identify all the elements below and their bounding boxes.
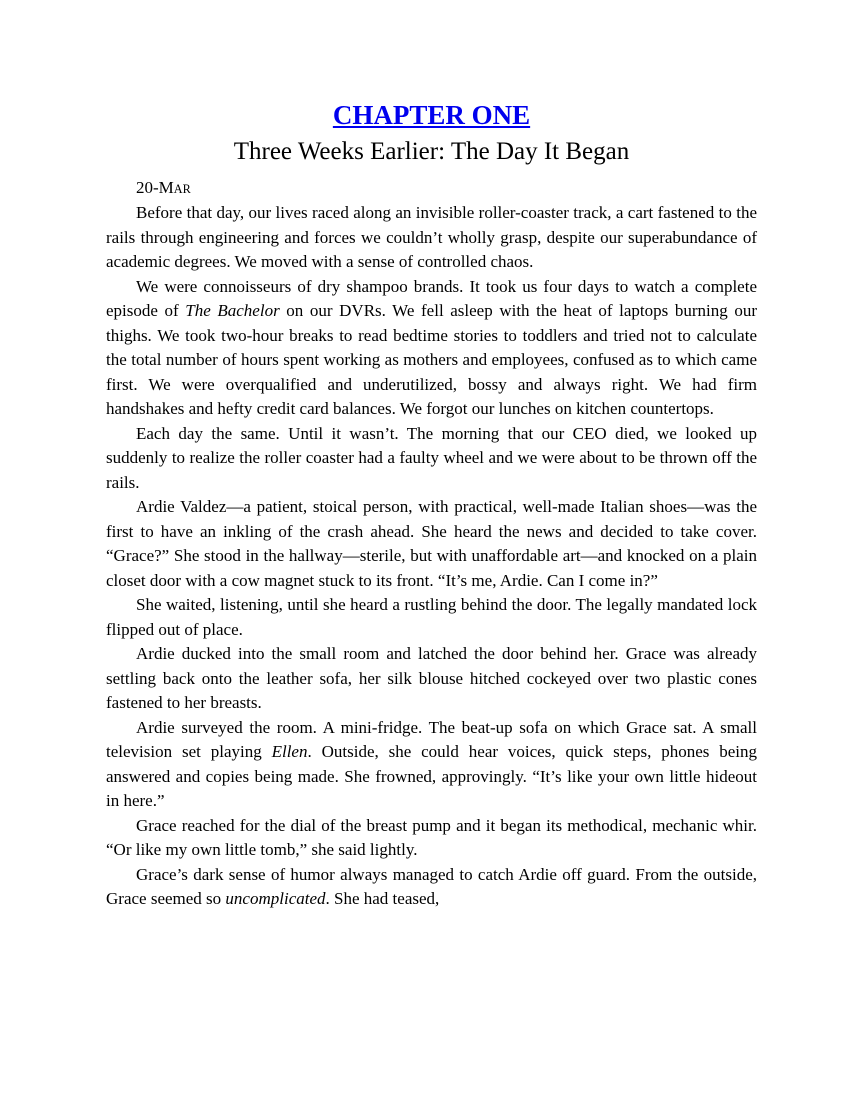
text-run: . She had teased,	[325, 889, 440, 909]
body-text	[106, 201, 757, 912]
text-run: Each day the same. Until it wasn’t. The morning that our CEO died, we looked up suddenly to realize the roller coaster had a faulty wheel and we were about to be thrown off the rails.	[106, 423, 757, 492]
date-heading-smallcaps: AR	[173, 181, 191, 196]
paragraph	[106, 642, 757, 716]
text-run: Grace’s dark sense of humor always managed to catch Ardie off guard. From the outside, Grace seemed so	[106, 864, 757, 909]
italic-text-run: Ellen	[271, 742, 308, 762]
text-run: We were connoisseurs of dry shampoo brands. It took us four days to watch a complete episode of	[106, 276, 757, 321]
date-heading-prefix: 20-M	[136, 177, 174, 197]
chapter-one-link[interactable]: CHAPTER ONE	[332, 100, 531, 130]
text-run: Grace reached for the dial of the breast pump and it began its methodical, mechanic whir. “Or like my own little tomb,” she said lightly.	[106, 815, 757, 860]
paragraph	[106, 814, 757, 863]
chapter-heading	[106, 100, 757, 131]
date-heading	[106, 176, 757, 202]
paragraph	[106, 422, 757, 496]
paragraph	[106, 716, 757, 814]
paragraph	[106, 495, 757, 593]
text-run: Before that day, our lives raced along an invisible roller-coaster track, a cart fastened to the rails through engineering and forces we couldn’t wholly grasp, despite our superabundance of academic degrees. We moved with a sense of controlled chaos.	[106, 203, 757, 272]
italic-text-run: The Bachelor	[185, 301, 280, 321]
text-run: Ardie ducked into the small room and latched the door behind her. Grace was already settling back onto the leather sofa, her silk blouse hitched cockeyed over two plastic cones fastened to her breasts.	[106, 644, 757, 713]
paragraph	[106, 593, 757, 642]
text-run: Ardie surveyed the room. A mini-fridge. The beat-up sofa on which Grace sat. A small television set playing	[106, 717, 757, 762]
chapter-subtitle: Three Weeks Earlier: The Day It Began	[233, 138, 630, 166]
italic-text-run: uncomplicated	[225, 889, 326, 909]
text-run: on our DVRs. We fell asleep with the heat of laptops burning our thighs. We took two-hour breaks to read bedtime stories to toddlers and tried not to calculate the total number of hours spent working as mothers and employees, confused as to which came first. We were overqualified and underutilized, bossy and always right. We had firm handshakes and hefty credit card balances. We forgot our lunches on kitchen countertops.	[106, 301, 757, 419]
paragraph	[106, 863, 757, 912]
paragraph	[106, 201, 757, 275]
text-run: . Outside, she could hear voices, quick steps, phones being answered and copies being made. She frowned, approvingly. “It’s like your own little hideout in here.”	[106, 742, 757, 811]
text-run: She waited, listening, until she heard a rustling behind the door. The legally mandated lock flipped out of place.	[106, 595, 757, 639]
text-run: Ardie Valdez—a patient, stoical person, with practical, well-made Italian shoes—was the first to have an inkling of the crash ahead. She heard the news and decided to take cover. “Grace?” She stood in the hallway—sterile, but with unaffordable art—and knocked on a plain closet door with a cow magnet stuck to its front. “It’s me, Ardie. Can I come in?”	[106, 497, 757, 590]
paragraph	[106, 275, 757, 422]
